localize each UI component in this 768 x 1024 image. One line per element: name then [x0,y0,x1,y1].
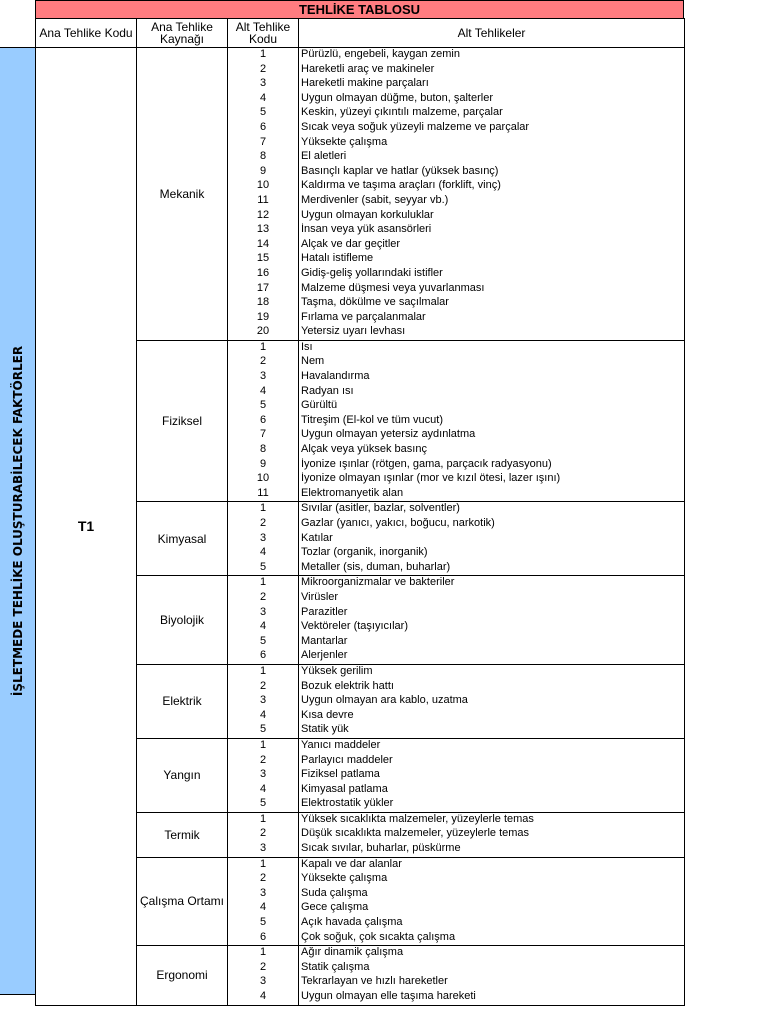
sub-code: 6 [259,649,267,662]
sub-hazard-text: Çok soğuk, çok sıcakta çalışma [301,930,456,943]
sub-code-cell [228,812,299,857]
sub-code: 1 [259,812,267,825]
sub-hazard-cell [299,812,685,857]
sub-hazard-cell [299,48,685,341]
sub-hazard-text: Kaldırma ve taşıma araçları (forklift, vinç) [301,179,501,192]
sub-hazard-cell [299,340,685,502]
sub-code-cell [228,48,299,341]
main-code-cell: T1 [36,48,137,1006]
sub-code: 13 [256,223,270,236]
sub-hazard-text: Uygun olmayan yetersiz aydınlatma [301,428,476,441]
header-sub-code: Alt Tehlike Kodu [228,19,299,48]
sub-code: 18 [256,296,270,309]
sub-code: 11 [257,486,269,499]
sub-code: 1 [259,857,267,870]
sub-hazard-cell [299,576,685,665]
sub-code: 4 [259,91,267,104]
sub-hazard-text: Suda çalışma [301,886,368,899]
sub-code: 2 [259,355,267,368]
sub-code-cell [228,946,299,1005]
sub-code: 4 [259,708,267,721]
sub-code: 2 [259,827,267,840]
table-title: TEHLİKE TABLOSU [35,0,684,19]
sub-hazard-text: Isı [301,340,313,353]
sub-hazard-text: Kimyasal patlama [301,782,388,795]
sub-hazard-text: Malzeme düşmesi veya yuvarlanması [301,281,485,294]
main-source-cell: Termik [137,812,228,857]
sub-code: 3 [259,842,267,855]
sub-hazard-text: Sıcak sıvılar, buharlar, püskürme [301,842,461,855]
sub-hazard-text: Radyan ısı [301,384,354,397]
sub-code: 4 [259,546,267,559]
sub-code: 12 [256,208,270,221]
sub-code: 8 [259,150,267,163]
sub-code: 4 [259,384,267,397]
sub-hazard-text: Havalandırma [301,370,370,383]
sub-hazard-text: Uygun olmayan ara kablo, uzatma [301,694,468,707]
sub-hazard-text: Yüksek gerilim [301,664,373,677]
sub-hazard-text: Gürültü [301,399,338,412]
sub-code-cell [228,502,299,576]
sub-hazard-text: Keskin, yüzeyi çıkıntılı malzeme, parçalar [301,106,503,119]
sub-code: 4 [259,620,267,633]
sub-code: 3 [259,370,267,383]
sub-code: 9 [259,164,267,177]
sub-code: 2 [259,872,267,885]
sub-hazard-cell [299,857,685,946]
sub-hazard-text: Uygun olmayan elle taşıma hareketi [301,990,476,1002]
sub-hazard-text: Fırlama ve parçalanmalar [301,310,426,323]
sub-code: 15 [256,252,270,265]
sub-hazard-text: Yüksekte çalışma [301,135,388,148]
sub-code: 6 [259,413,267,426]
sub-code: 10 [256,179,270,192]
sub-code: 1 [259,48,267,60]
sub-code: 3 [259,694,267,707]
sub-hazard-text: Kısa devre [301,708,354,721]
sub-hazard-text: Parazitler [301,605,348,618]
sub-code: 3 [259,77,267,90]
sub-hazard-cell [299,502,685,576]
sub-hazard-text: Alçak veya yüksek basınç [301,443,427,456]
sub-hazard-text: Açık havada çalışma [301,916,403,929]
main-source-cell: Mekanik [137,48,228,341]
sub-hazard-text: Sıcak veya soğuk yüzeyli malzeme ve parçalar [301,120,530,133]
header-sub-hazards: Alt Tehlikeler [299,19,685,48]
main-source-cell: Biyolojik [137,576,228,665]
sub-hazard-cell [299,664,685,738]
sub-hazard-text: Uygun olmayan düğme, buton, şalterler [301,91,493,104]
sub-hazard-text: Pürüzlü, engebeli, kaygan zemin [301,48,460,60]
sub-code: 14 [256,237,270,250]
sub-code: 1 [259,502,267,515]
sub-hazard-text: Hatalı istifleme [301,252,374,265]
sub-hazard-text: Gidiş-geliş yollarındaki istifler [301,266,443,279]
sub-code: 3 [259,531,267,544]
sub-code: 6 [259,120,267,133]
sub-code: 2 [259,679,267,692]
sub-hazard-text: Virüsler [301,590,339,603]
sub-code: 17 [256,281,270,294]
sub-hazard-text: Nem [301,355,325,368]
sub-code: 4 [259,782,267,795]
sub-code: 4 [259,990,267,1002]
sub-code-cell [228,340,299,502]
sub-code-cell [228,857,299,946]
sub-hazard-text: Titreşim (El-kol ve tüm vucut) [301,413,444,426]
hazard-group-row [36,48,685,341]
main-source-cell: Elektrik [137,664,228,738]
sub-code: 2 [259,590,267,603]
sub-hazard-text: Katılar [301,531,333,544]
sub-code: 9 [259,457,267,470]
sub-hazard-text: Vektöreler (taşıyıcılar) [301,620,408,633]
sub-hazard-text: Uygun olmayan korkuluklar [301,208,434,221]
sub-code: 3 [259,605,267,618]
sub-code: 2 [259,753,267,766]
sub-hazard-text: Yanıcı maddeler [301,738,381,751]
sub-hazard-text: Tozlar (organik, inorganik) [301,546,428,559]
sub-hazard-text: Gece çalışma [301,901,369,914]
main-source-cell: Kimyasal [137,502,228,576]
sub-hazard-text: Metaller (sis, duman, buharlar) [301,560,451,573]
sub-hazard-text: Merdivenler (sabit, seyyar vb.) [301,193,449,206]
sub-code: 4 [259,901,267,914]
sub-code: 2 [259,960,267,973]
sub-code: 20 [256,325,270,338]
sub-hazard-text: El aletleri [301,150,347,163]
side-category-text: İŞLETMEDE TEHLİKE OLUŞTURABİLECEK FAKTÖRLER [10,345,25,697]
sub-code: 16 [256,266,270,279]
sub-code: 5 [259,723,267,736]
sub-hazard-text: Elektromanyetik alan [301,486,404,499]
sub-hazard-text: Yetersiz uyarı levhası [301,325,406,338]
sub-code: 1 [259,946,267,959]
sub-hazard-text: Alerjenler [301,649,348,662]
sub-code: 8 [259,443,267,456]
sub-code-cell [228,576,299,665]
sub-code: 5 [259,916,267,929]
sub-code-cell [228,664,299,738]
sub-hazard-text: Bozuk elektrik hattı [301,679,394,692]
main-source-cell: Çalışma Ortamı [137,857,228,946]
table-body [36,48,685,1006]
sub-hazard-text: İyonize olmayan ışınlar (mor ve kızıl ötesi, lazer ışını) [301,472,561,485]
sub-code: 7 [259,135,267,148]
sub-code: 3 [259,975,267,988]
sub-hazard-text: Fiziksel patlama [301,768,380,781]
sub-hazard-cell [299,946,685,1005]
header-main-source: Ana Tehlike Kaynağı [137,19,228,48]
sub-hazard-text: Basınçlı kaplar ve hatlar (yüksek basınç) [301,164,499,177]
sub-code: 2 [259,62,267,75]
sub-hazard-text: Hareketli makine parçaları [301,77,429,90]
sub-hazard-text: Gazlar (yanıcı, yakıcı, boğucu, narkotik) [301,517,495,529]
main-source-cell: Ergonomi [137,946,228,1005]
sub-hazard-text: Sıvılar (asitler, bazlar, solventler) [301,502,460,515]
sub-hazard-text: Statik çalışma [301,960,370,973]
sub-code: 5 [259,399,267,412]
sub-code: 1 [259,738,267,751]
sub-code: 11 [257,193,269,206]
header-row [36,19,685,48]
sub-code: 5 [259,106,267,119]
sub-hazard-text: Ağır dinamik çalışma [301,946,404,959]
sub-code: 19 [256,310,270,323]
sub-code: 1 [259,340,267,353]
hazard-table [35,18,685,1006]
sub-code: 7 [259,428,267,441]
sub-code: 3 [259,886,267,899]
sub-hazard-text: İyonize ışınlar (rötgen, gama, parçacık radyasyonu) [301,457,552,470]
sub-hazard-text: Parlayıcı maddeler [301,753,393,766]
sub-hazard-text: Taşma, dökülme ve saçılmalar [301,296,449,309]
sub-hazard-text: Yüksekte çalışma [301,872,388,885]
sub-hazard-text: İnsan veya yük asansörleri [301,223,432,236]
sub-hazard-text: Yüksek sıcaklıkta malzemeler, yüzeylerle temas [301,812,534,825]
main-source-cell: Fiziksel [137,340,228,502]
header-main-code: Ana Tehlike Kodu [36,19,137,48]
sub-code: 5 [259,560,267,573]
sub-hazard-text: Statik yük [301,723,349,736]
sub-code: 1 [259,664,267,677]
sub-code: 3 [259,768,267,781]
sub-hazard-text: Hareketli araç ve makineler [301,62,435,75]
main-source-cell: Yangın [137,738,228,812]
sub-code: 5 [259,634,267,647]
sub-code: 5 [259,797,267,810]
sub-code: 1 [259,576,267,589]
sub-code: 6 [259,930,267,943]
sub-code-cell [228,738,299,812]
sub-hazard-text: Mantarlar [301,634,348,647]
sub-hazard-text: Kapalı ve dar alanlar [301,857,402,870]
sub-hazard-cell [299,738,685,812]
sub-code: 10 [256,472,270,485]
sub-hazard-text: Düşük sıcaklıkta malzemeler, yüzeylerle temas [301,827,530,840]
sub-hazard-text: Alçak ve dar geçitler [301,237,401,250]
sub-hazard-text: Mikroorganizmalar ve bakteriler [301,576,455,589]
sub-hazard-text: Tekrarlayan ve hızlı hareketler [301,975,448,988]
sub-code: 2 [259,517,267,529]
sub-hazard-text: Elektrostatik yükler [301,797,394,810]
